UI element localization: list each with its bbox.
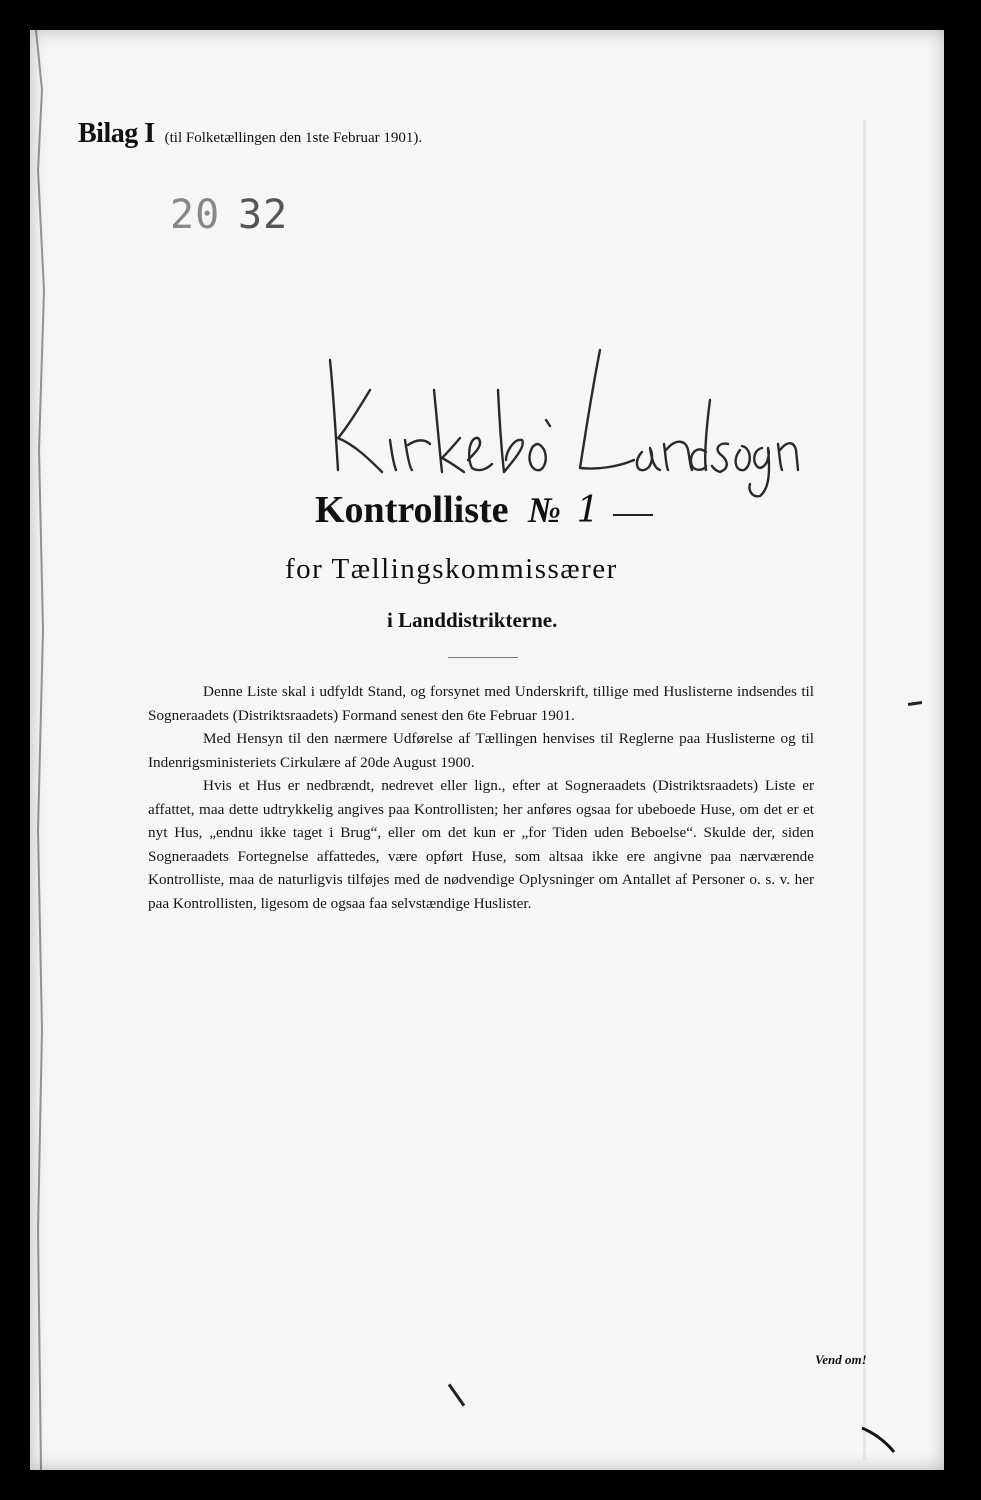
instructions-paragraph-2: Med Hensyn til den nærmere Udførelse af Tællingen henvises til Reglerne paa Huslisterne og til Indenrigsministeriets Cirkulære af 20de August 1900.	[148, 730, 814, 771]
bilag-note: (til Folketællingen den 1ste Februar 1901).	[164, 130, 423, 146]
instructions-paragraph-1: Denne Liste skal i udfyldt Stand, og forsynet med Underskrift, tillige med Huslisterne indsendes til Sogneraadets (Distriktsraadets) Formand senest den 6te Februar 1901.	[148, 683, 814, 724]
number-sign: №	[528, 490, 561, 530]
subtitle: for Tællingskommissærer	[285, 553, 618, 585]
divider-rule	[448, 657, 518, 658]
bilag-label: Bilag I	[78, 118, 155, 149]
stamp-number-second: 32	[238, 192, 289, 238]
title-main: Kontrolliste	[315, 489, 509, 531]
page-corner-curl	[858, 1424, 898, 1454]
instructions-text	[148, 680, 814, 915]
handwritten-list-number: 1	[576, 490, 600, 531]
paper-bleed-line	[863, 120, 866, 1460]
document-page	[30, 30, 944, 1470]
subtitle-districts: i Landdistrikterne.	[387, 608, 558, 632]
page-title	[315, 488, 653, 532]
pencil-mark-bottom	[448, 1383, 465, 1406]
page-edge-tear	[32, 30, 56, 1470]
handwritten-place-name	[300, 320, 800, 500]
turn-over-note: Vend om!	[815, 1352, 867, 1367]
pencil-mark-right	[908, 701, 922, 706]
bilag-heading	[78, 118, 422, 150]
stamp-number-first: 20	[170, 192, 221, 238]
instructions-paragraph-3: Hvis et Hus er nedbrændt, nedrevet eller lign., efter at Sogneraadets (Distriktsraadets) Liste er affattet, maa dette udtrykkelig angives paa Kontrollisten; her anføres ogsaa for ubeboede Huse, om det er et nyt Hus, „endnu ikke taget i Brug“, eller om det kun er „for Tiden uden Beboelse“. Skulde der, siden Sogneraadets Fortegnelse affattedes, være opført Huse, som altsaa ikke ere angivne paa nærværende Kontrolliste, maa de naturligvis tilføjes med de nødvendige Oplysninger om Antallet af Personer o. s. v. her paa Kontrollisten, ligesom de ogsaa faa selvstændige Huslister.	[148, 777, 814, 912]
number-underline	[613, 514, 653, 516]
